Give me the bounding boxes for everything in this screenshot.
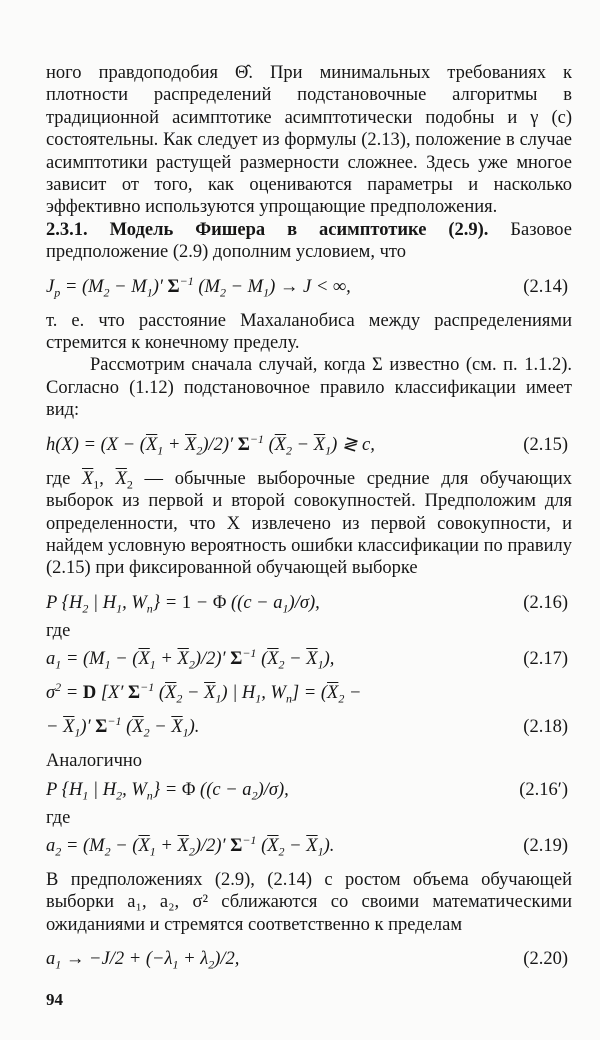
equation-2-20-formula: $a_1 \to -J/2 + (-\lambda_1 + \lambda_2)/2$, (46, 949, 240, 972)
equation-2-14 (46, 270, 572, 304)
equation-2-15 (46, 428, 572, 462)
paragraph-intro: ного правдоподобия Θ̂. При минимальных требованиях к плотности распределений подстановочные алгоритмы в традиционной асимптотике асимптотически подобны и γ (c) состоятельны. Как следует из формулы (2.13), положение в случае асимптотики растущей размерности сложнее. Здесь уже многое зависит от того, как оцениваются параметры и насколько эффективно используются упрощающие предположения. (46, 63, 572, 218)
equation-2-15-number: (2.15) (523, 434, 568, 455)
equation-2-14-formula: $J_p = (M_2 - M_1)'$ $\Sigma^{-1}$ $(M_2 - M_1) \to J$ < ∞, (46, 273, 351, 300)
page-body (46, 62, 572, 976)
equation-2-16-number: (2.16) (523, 592, 568, 613)
equation-2-18-line1 (46, 676, 572, 710)
paragraph-sigma-known: Рассмотрим сначала случай, когда Σ известно (см. п. 1.1.2). Согласно (1.12) подстановочное правило классификации имеет вид: (46, 355, 572, 421)
word-analogously: Аналогично (46, 751, 143, 772)
paragraph-sample-means: где $\overline{X}_1$, $\overline{X}_2$ — обычные выборочные средние для обучающих выборок из первой и второй совокупностей. Предположим для определенности, что X извлечено из первой совокупности, и найдем условную вероятность ошибки классификации по правилу (2.15) при фиксированной обучающей выборке (46, 468, 572, 579)
equation-2-20-number: (2.20) (523, 949, 568, 970)
equation-2-19 (46, 829, 572, 863)
equation-2-18-formula-b: − $\overline{X}_1)'$ $\Sigma^{-1}$ $(\overline{X}_2 - \overline{X}_1)$. (46, 713, 200, 740)
section-body-text: Базовое предположение (2.9) дополним условием, что (46, 219, 572, 263)
equation-2-17 (46, 642, 572, 676)
equation-2-19-number: (2.19) (523, 835, 568, 856)
section-2-3-1 (46, 219, 572, 264)
equation-2-16-prime (46, 773, 572, 807)
equation-2-16-prime-number: (2.16′) (519, 779, 568, 800)
equation-2-20 (46, 942, 572, 976)
equation-2-18-number: (2.18) (523, 717, 568, 738)
equation-2-18-formula-a: $\sigma^2 = D$ [X′ $\Sigma^{-1}$ $(\overline{X}_2 - \overline{X}_1)$ | $H_1$, $W_n] = (\overline{X}_2$ − (46, 679, 362, 706)
equation-2-16-formula: P {$H_2$ | $H_1$, $W_n\} = 1 - \Phi$ $((c - a_1)/\sigma)$, (46, 592, 320, 616)
equation-2-15-formula: $h(X) = (X - (\overline{X}_1 + \overline{X}_2)/2)'$ $\Sigma^{-1}$ $(\overline{X}_2 - \overline{X}_1)$ ≷ c, (46, 431, 375, 458)
equation-2-19-formula: $a_2 = (M_2 - (\overline{X}_1 + \overline{X}_2)/2)'$ $\Sigma^{-1}$ $(\overline{X}_2 - \overline{X}_1)$. (46, 832, 335, 859)
sample-means-text: — обычные выборочные средние для обучающих выборок из первой и второй совокупностей. Предположим для определенности, что X извлечено из первой совокупности, и найдем условную вероятность ошибки классификации по правилу (2.15) при фиксированной обучающей выборке (46, 468, 572, 579)
page-number: 94 (46, 990, 63, 1009)
equation-2-16-prime-formula: P {$H_1$ | $H_2$, $W_n\} = \Phi$ $((c - a_2)/\sigma)$, (46, 779, 289, 803)
word-where-1: где (46, 620, 71, 641)
paragraph-mahalanobis: т. е. что расстояние Махаланобиса между распределениями стремится к конечному пределу. (46, 310, 572, 354)
word-where: где (46, 468, 71, 489)
equation-2-16 (46, 586, 572, 620)
equation-2-18-line2 (46, 710, 572, 744)
section-heading: 2.3.1. Модель Фишера в асимптотике (2.9). (46, 219, 489, 240)
word-where-2: где (46, 807, 71, 828)
paragraph-limits: В предположениях (2.9), (2.14) с ростом объема обучающей выборки a₁, a₂, σ² сближаются со своими математическими ожиданиями и стремятся соответственно к пределам (46, 869, 572, 935)
equation-2-17-number: (2.17) (523, 649, 568, 670)
equation-2-14-number: (2.14) (523, 276, 568, 297)
equation-2-17-formula: $a_1 = (M_1 - (\overline{X}_1 + \overline{X}_2)/2)'$ $\Sigma^{-1}$ $(\overline{X}_2 - \overline{X}_1)$, (46, 645, 335, 672)
